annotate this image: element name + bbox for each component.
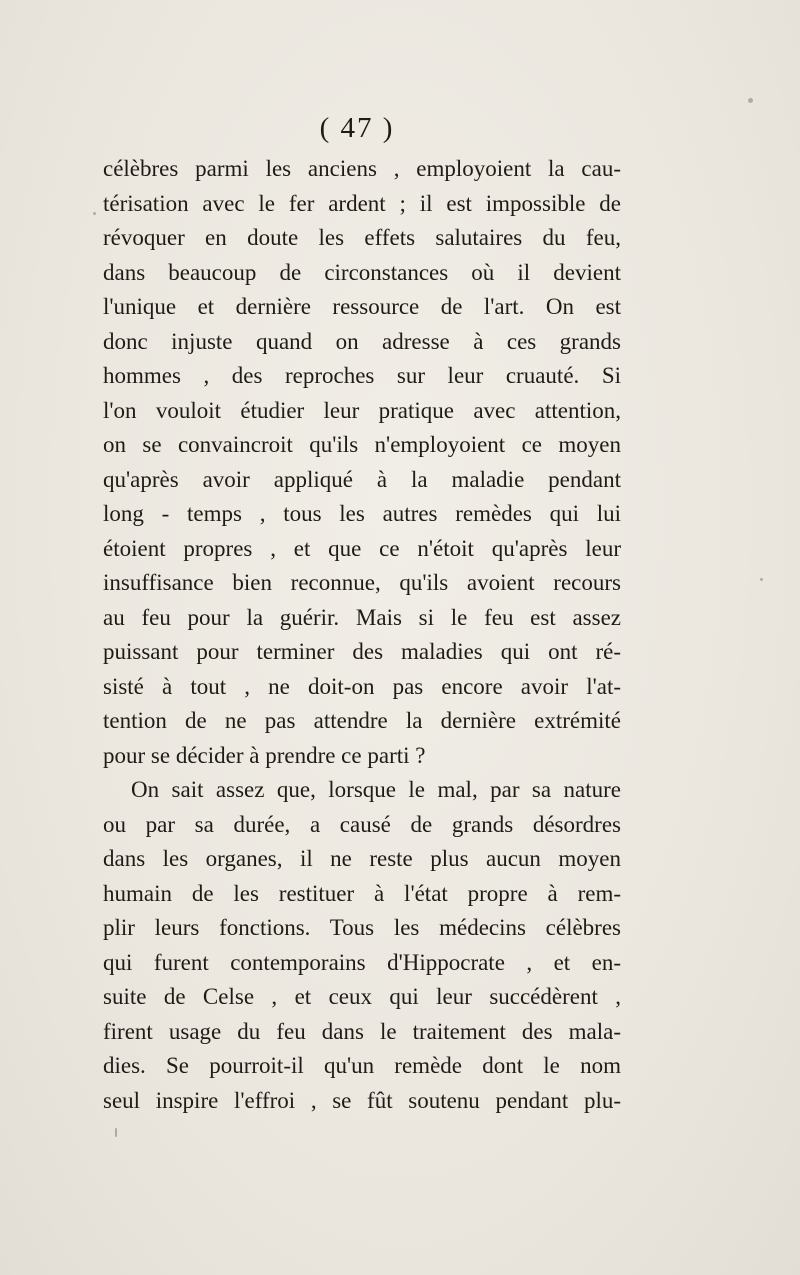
text-line: étoient propres , et que ce n'étoit qu'après leur xyxy=(103,535,621,561)
text-line: seul inspire l'effroi , se fût soutenu pendant plu- xyxy=(103,1087,621,1113)
text-line: l'on vouloit étudier leur pratique avec attention, xyxy=(103,397,621,423)
text-line: puissant pour terminer des maladies qui ont ré- xyxy=(103,639,621,664)
text-line: térisation avec le fer ardent ; il est impossible de xyxy=(103,190,621,216)
paper-speck xyxy=(760,578,763,581)
text-line: long - temps , tous les autres remèdes qui lui xyxy=(103,501,621,526)
page-number: ( 47 ) xyxy=(319,112,395,144)
text-line: plir leurs fonctions. Tous les médecins célèbres xyxy=(103,915,621,940)
text-line: suite de Celse , et ceux qui leur succédèrent , xyxy=(103,984,621,1009)
text-line: qu'après avoir appliqué à la maladie pendant xyxy=(103,466,621,492)
text-line: on se convaincroit qu'ils n'employoient ce moyen xyxy=(103,432,621,457)
text-line: donc injuste quand on adresse à ces grands xyxy=(103,328,621,354)
text-line: célèbres parmi les anciens , employoient la cau- xyxy=(103,156,621,181)
body-text xyxy=(103,152,621,1118)
paragraph-start-line: On sait assez que, lorsque le mal, par sa nature xyxy=(131,777,621,802)
paragraph-end-line: pour se décider à prendre ce parti ? xyxy=(103,742,426,768)
text-line: dies. Se pourroit-il qu'un remède dont le nom xyxy=(103,1053,621,1078)
paper-speck xyxy=(115,1128,117,1137)
text-line: humain de les restituer à l'état propre à rem- xyxy=(103,880,621,906)
text-line: hommes , des reproches sur leur cruauté. Si xyxy=(103,363,621,388)
text-line: insuffisance bien reconnue, qu'ils avoient recours xyxy=(103,570,621,595)
text-line: firent usage du feu dans le traitement des mala- xyxy=(103,1018,621,1044)
text-line: au feu pour la guérir. Mais si le feu est assez xyxy=(103,604,621,630)
text-line: qui furent contemporains d'Hippocrate , et en- xyxy=(103,949,621,975)
text-line: ou par sa durée, a causé de grands désordres xyxy=(103,811,621,837)
text-line: révoquer en doute les effets salutaires du feu, xyxy=(103,225,621,250)
text-line: sisté à tout , ne doit-on pas encore avoir l'at- xyxy=(103,673,621,699)
text-line: tention de ne pas attendre la dernière extrémité xyxy=(103,708,621,733)
text-line: dans les organes, il ne reste plus aucun moyen xyxy=(103,846,621,871)
paper-speck xyxy=(93,212,96,215)
text-line: dans beaucoup de circonstances où il devient xyxy=(103,259,621,285)
paper-speck xyxy=(748,98,753,103)
text-line: l'unique et dernière ressource de l'art. On est xyxy=(103,294,621,319)
